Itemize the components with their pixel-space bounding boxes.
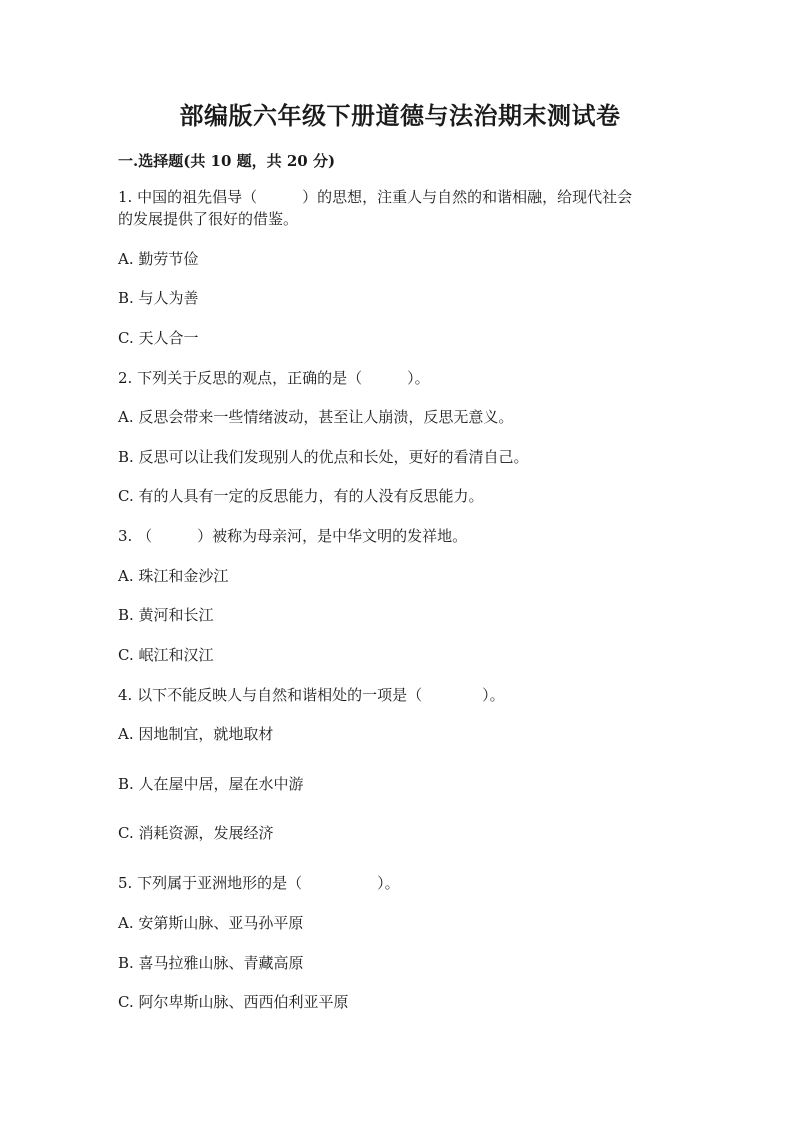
question-3-stem: 3. （ ）被称为母亲河，是中华文明的发祥地。 [118, 527, 468, 545]
question-1-stem-line-1: 1. 中国的祖先倡导（ ）的思想，注重人与自然的和谐相融，给现代社会 [118, 188, 633, 206]
question-2-option-b: B. 反思可以让我们发现别人的优点和长处，更好的看清自己。 [118, 448, 529, 466]
question-4-option-a: A. 因地制宜，就地取材 [118, 725, 274, 743]
question-3-option-b: B. 黄河和长江 [118, 606, 214, 624]
question-2-option-c: C. 有的人具有一定的反思能力，有的人没有反思能力。 [118, 487, 484, 505]
question-1-option-c: C. 天人合一 [118, 329, 199, 347]
question-1-stem-line-2: 的发展提供了很好的借鉴。 [118, 210, 299, 228]
question-3-option-c: C. 岷江和汉江 [118, 646, 214, 664]
question-3-option-a: A. 珠江和金沙江 [118, 567, 229, 585]
section-heading: 一.选择题(共 10 题，共 20 分) [118, 152, 336, 170]
question-5-stem: 5. 下列属于亚洲地形的是（ ）。 [118, 874, 400, 892]
question-5-option-c: C. 阿尔卑斯山脉、西西伯利亚平原 [118, 993, 349, 1011]
question-2-option-a: A. 反思会带来一些情绪波动，甚至让人崩溃，反思无意义。 [118, 408, 514, 426]
question-5-option-b: B. 喜马拉雅山脉、青藏高原 [118, 954, 304, 972]
question-4-option-c: C. 消耗资源，发展经济 [118, 824, 274, 842]
page-title: 部编版六年级下册道德与法治期末测试卷 [179, 101, 621, 130]
question-5-option-a: A. 安第斯山脉、亚马孙平原 [118, 914, 304, 932]
question-1-option-a: A. 勤劳节俭 [118, 250, 199, 268]
question-4-option-b: B. 人在屋中居，屋在水中游 [118, 775, 304, 793]
question-2-stem: 2. 下列关于反思的观点，正确的是（ ）。 [118, 369, 430, 387]
question-4-stem: 4. 以下不能反映人与自然和谐相处的一项是（ ）。 [118, 686, 505, 704]
question-1-option-b: B. 与人为善 [118, 289, 199, 307]
